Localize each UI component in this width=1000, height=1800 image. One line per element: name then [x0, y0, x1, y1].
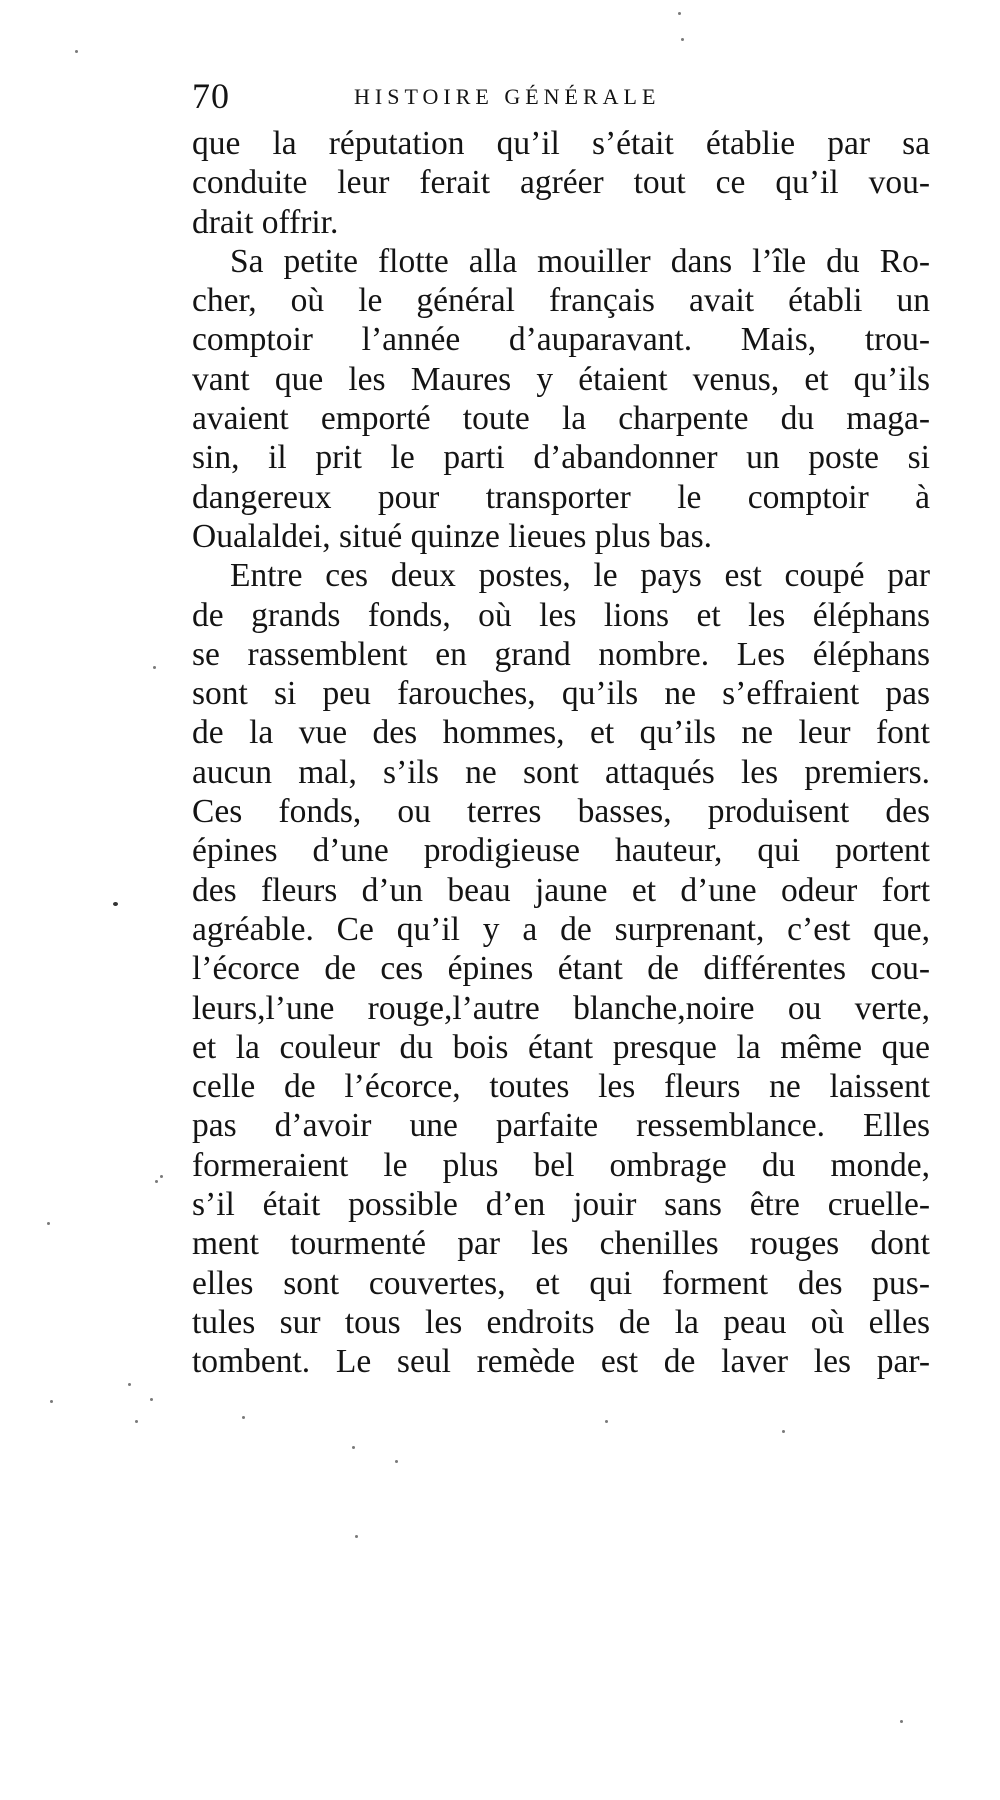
scan-speck	[355, 1535, 358, 1538]
scan-speck	[135, 1420, 138, 1423]
text-line: s’il était possible d’en jouir sans être cruelle-	[192, 1186, 930, 1224]
text-line: celle de l’écorce, toutes les fleurs ne laissent	[192, 1068, 930, 1106]
text-line: aucun mal, s’ils ne sont attaqués les premiers.	[192, 753, 930, 791]
scan-speck	[128, 1383, 131, 1386]
text-line: cher, où le général français avait établi un	[192, 282, 930, 320]
text-line: conduite leur ferait agréer tout ce qu’il vou-	[192, 164, 930, 202]
text-line: Ces fonds, ou terres basses, produisent des	[192, 793, 930, 831]
scan-speck	[900, 1720, 903, 1723]
text-line: sin, il prit le parti d’abandonner un poste si	[192, 439, 930, 477]
text-line: de grands fonds, où les lions et les éléphans	[192, 596, 930, 634]
scan-speck	[605, 1420, 608, 1423]
text-line: l’écorce de ces épines étant de différentes cou-	[192, 950, 930, 988]
scan-speck	[153, 666, 156, 669]
scan-speck	[50, 1400, 53, 1403]
text-line: elles sont couvertes, et qui forment des pus-	[192, 1264, 930, 1302]
text-line: Sa petite flotte alla mouiller dans l’île du Ro-	[230, 242, 930, 280]
text-line: tules sur tous les endroits de la peau où elles	[192, 1303, 930, 1341]
scan-speck	[678, 12, 681, 15]
text-line: comptoir l’année d’auparavant. Mais, trou-	[192, 321, 930, 359]
body-text	[192, 124, 930, 1382]
scan-speck	[160, 1175, 163, 1178]
text-line: dangereux pour transporter le comptoir à	[192, 478, 930, 516]
text-line: Entre ces deux postes, le pays est coupé par	[230, 557, 930, 595]
text-line: que la réputation qu’il s’était établie par sa	[192, 125, 930, 162]
page-header	[192, 76, 932, 116]
text-line: des fleurs d’un beau jaune et d’une odeur fort	[192, 871, 930, 909]
text-line: tombent. Le seul remède est de laver les par-	[192, 1343, 930, 1381]
scan-speck	[155, 1180, 158, 1183]
scan-speck	[113, 902, 118, 906]
scan-speck	[782, 1430, 785, 1433]
text-line: se rassemblent en grand nombre. Les éléphans	[192, 635, 930, 673]
text-line: et la couleur du bois étant presque la même que	[192, 1028, 930, 1066]
text-line: pas d’avoir une parfaite ressemblance. Elles	[192, 1107, 930, 1145]
text-line: formeraient le plus bel ombrage du monde,	[192, 1146, 930, 1184]
page-number: 70	[192, 76, 230, 116]
text-line: épines d’une prodigieuse hauteur, qui portent	[192, 832, 930, 870]
scan-speck	[352, 1446, 355, 1449]
scan-speck	[75, 50, 78, 53]
text-line: drait offrir.	[192, 203, 339, 241]
scan-speck	[47, 1222, 50, 1225]
running-title: HISTOIRE GÉNÉRALE	[354, 84, 661, 109]
text-line: sont si peu farouches, qu’ils ne s’effraient pas	[192, 675, 930, 713]
text-line: de la vue des hommes, et qu’ils ne leur font	[192, 714, 930, 752]
scan-speck	[681, 38, 684, 41]
scan-speck	[150, 1398, 153, 1401]
text-line: avaient emporté toute la charpente du maga-	[192, 400, 930, 438]
text-line: agréable. Ce qu’il y a de surprenant, c’est que,	[192, 910, 930, 948]
text-line: vant que les Maures y étaient venus, et qu’ils	[192, 360, 930, 398]
text-line: leurs,l’une rouge,l’autre blanche,noire ou verte,	[192, 989, 930, 1027]
scan-speck	[242, 1416, 245, 1419]
text-line: Oualaldei, situé quinze lieues plus bas.	[192, 517, 713, 555]
scan-speck	[395, 1460, 398, 1463]
text-line: ment tourmenté par les chenilles rouges dont	[192, 1225, 930, 1263]
